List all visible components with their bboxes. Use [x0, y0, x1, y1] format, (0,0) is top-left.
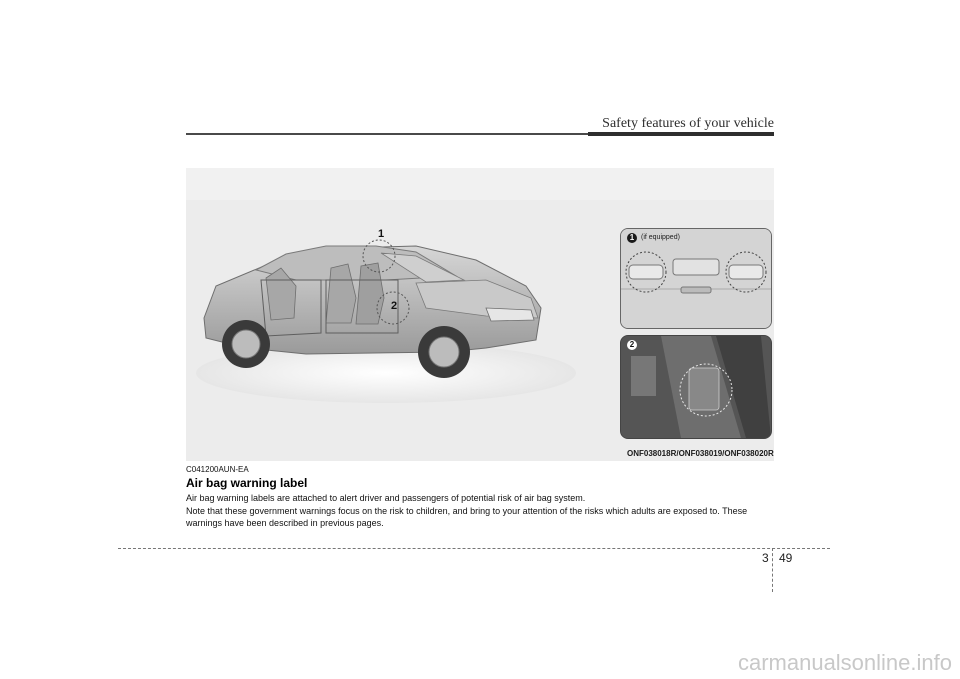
- header-rule-accent: [588, 132, 774, 136]
- body-paragraph-1: Air bag warning labels are attached to alert driver and passengers of potential risk of air bag system.: [186, 493, 586, 503]
- footer-divider: [772, 548, 773, 592]
- figure-image-codes: ONF038018R/ONF038019/ONF038020R: [627, 449, 774, 458]
- overhead-console-illustration: [621, 229, 771, 328]
- page-header-title: Safety features of your vehicle: [602, 116, 774, 131]
- footer-page-number: 49: [779, 551, 793, 565]
- section-code: C041200AUN-EA: [186, 465, 249, 474]
- footer-chapter-number: 3: [762, 551, 769, 565]
- airbag-label-figure: [186, 168, 774, 461]
- watermark: carmanualsonline.info: [737, 650, 952, 675]
- footer-rule: [118, 548, 830, 549]
- body-paragraph-2: Note that these government warnings focus on the risk to children, and bring to your attention of the risks which adults are exposed to. These warnings have been described in previous pages.: [186, 506, 748, 528]
- door-panel-illustration: [621, 336, 771, 438]
- section-title: Air bag warning label: [186, 476, 308, 490]
- callout-2: 2: [391, 300, 398, 312]
- section-body: [186, 492, 776, 530]
- inset-1-marker: 1: [627, 233, 637, 243]
- inset-1-note: (if equipped): [641, 234, 680, 241]
- inset-overhead-console: [620, 228, 772, 329]
- inset-door-panel: [620, 335, 772, 439]
- callout-1: 1: [378, 228, 385, 240]
- inset-2-marker: 2: [627, 340, 637, 350]
